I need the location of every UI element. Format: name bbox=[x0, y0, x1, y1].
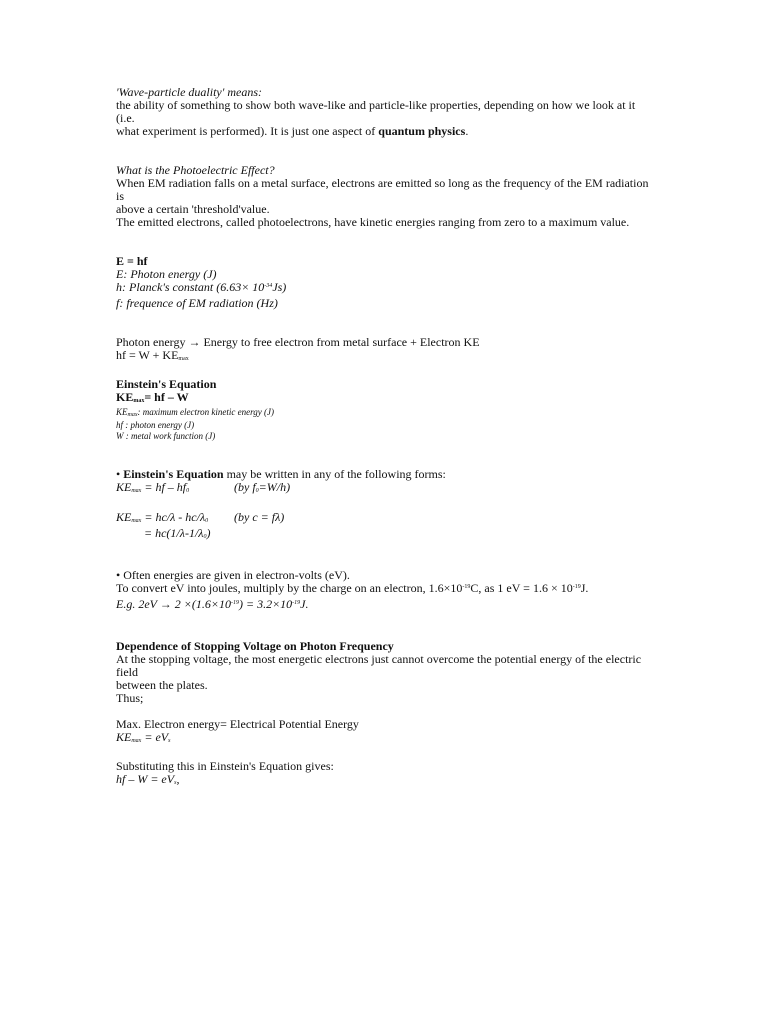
ev-intro: • Often energies are given in electron-volts (eV). bbox=[116, 568, 350, 582]
form-1: KEmax = hf – hf0 (by f0=W/h) bbox=[116, 480, 291, 494]
photoelectric-line-3: The emitted electrons, called photoelectrons, have kinetic energies ranging from zero to a maximum value. bbox=[116, 215, 630, 229]
stopping-line-1: At the stopping voltage, the most energetic electrons just cannot overcome the potential energy of the electric field bbox=[116, 652, 642, 679]
ev-conversion: To convert eV into joules, multiply by the charge on an electron, $1.6\times 10^{-19}C$, as 1 eV = $1.6 \times 10^{-19}J$. bbox=[116, 581, 589, 595]
stopping-voltage-heading: Dependence of Stopping Voltage on Photon Frequency bbox=[116, 639, 394, 653]
energy-balance-equation: hf = W + KEmax bbox=[116, 348, 189, 362]
form-3: = hc(1/λ-1/λ0) bbox=[144, 526, 211, 540]
photoelectric-line-1: When EM radiation falls on a metal surface, electrons are emitted so long as the frequency of the EM radiation is bbox=[116, 176, 649, 203]
stopping-line-7: hf – W = eVs, bbox=[116, 772, 180, 786]
ev-example: E.g. $2eV \to 2 \times(1.6\times 10^{-19}) = 3.2\times 10^{-19}J$. bbox=[116, 597, 309, 611]
photoelectric-heading: What is the Photoelectric Effect? bbox=[116, 163, 275, 177]
bullet: • bbox=[116, 568, 121, 582]
forms-intro: • Einstein's Equation may be written in any of the following forms: bbox=[116, 467, 446, 481]
photoelectric-line-2: above a certain 'threshold'value. bbox=[116, 202, 270, 216]
stopping-line-6: Substituting this in Einstein's Equation gives: bbox=[116, 759, 334, 773]
def-ke-max: KEmax: maximum electron kinetic energy (J) bbox=[116, 407, 275, 418]
einstein-equation: KEmax= hf – W bbox=[116, 390, 189, 404]
def-hf: hf : photon energy (J) bbox=[116, 420, 195, 430]
quantum-physics-term: quantum physics bbox=[378, 124, 466, 138]
duality-line-2: what experiment is performed). It is just one aspect of quantum physics. bbox=[116, 124, 469, 138]
form-2: KEmax = hc/λ - hc/λ0 (by c = fλ) bbox=[116, 510, 285, 524]
def-frequency: f: frequence of EM radiation (Hz) bbox=[116, 296, 278, 310]
einstein-heading: Einstein's Equation bbox=[116, 377, 217, 391]
photon-energy-formula: E = hf bbox=[116, 254, 148, 268]
def-work-function: W : metal work function (J) bbox=[116, 431, 216, 441]
stopping-line-4: Max. Electron energy= Electrical Potential Energy bbox=[116, 717, 359, 731]
document-page bbox=[116, 86, 656, 789]
stopping-line-2: between the plates. bbox=[116, 678, 208, 692]
duality-line-1: the ability of something to show both wave-like and particle-like properties, depending on how we look at it (i.e. bbox=[116, 98, 636, 125]
duality-heading: 'Wave-particle duality' means: bbox=[116, 85, 262, 99]
def-photon-energy: E: Photon energy (J) bbox=[116, 267, 217, 281]
bullet: • bbox=[116, 467, 121, 481]
energy-balance-line: Photon energy → Energy to free electron from metal surface + Electron KE bbox=[116, 335, 480, 349]
def-planck-constant: h: Planck's constant $(6.63\times 10^{-34}Js)$ bbox=[116, 280, 287, 294]
stopping-line-5: KEmax = eVs bbox=[116, 730, 171, 744]
stopping-line-3: Thus; bbox=[116, 691, 144, 705]
